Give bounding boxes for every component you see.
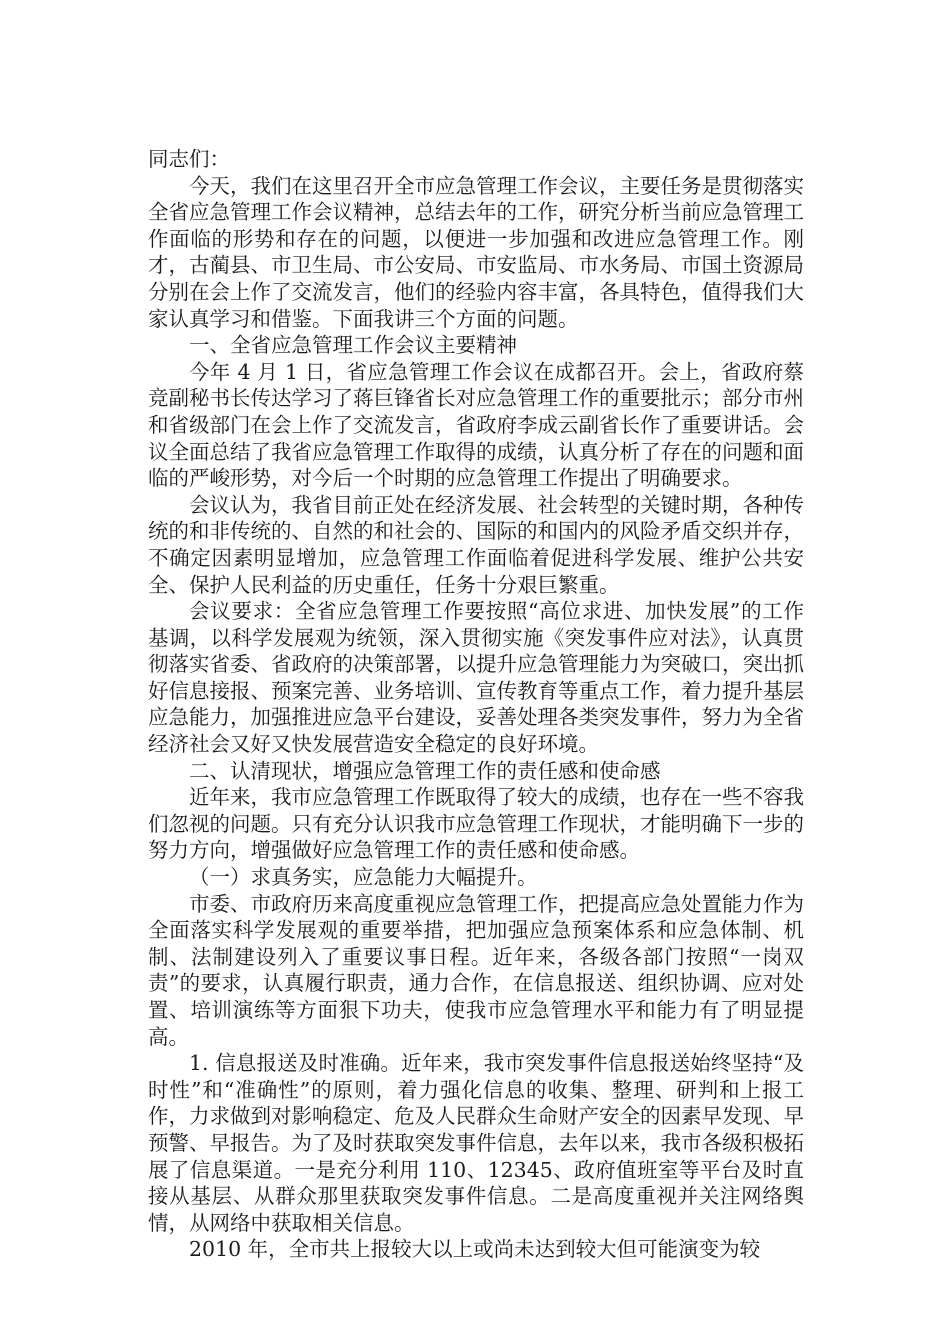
section-heading-2: 二、认清现状，增强应急管理工作的责任感和使命感	[189, 758, 661, 783]
paragraph-city-emphasis: 市委、市政府历来高度重视应急管理工作，把提高应急处置能力作为全面落实科学发展观的重要举措，把加强应急预案体系和应急体制、机制、法制建设列入了重要议事日程。近年来，各级各部门按照“一岗双责”的要求，认真履行职责，通力合作，在信息报送、组织协调、应对处置、培训演练等方面狠下功夫，使我市应急管理水平和能力有了明显提高。	[148, 891, 804, 1049]
paragraph-opening: 今天，我们在这里召开全市应急管理工作会议，主要任务是贯彻落实全省应急管理工作会议精神，总结去年的工作，研究分析当前应急管理工作面临的形势和存在的问题，以便进一步加强和改进应急管理工作。刚才，古蔺县、市卫生局、市公安局、市安监局、市水务局、市国土资源局分别在会上作了交流发言，他们的经验内容丰富，各具特色，值得我们大家认真学习和借鉴。下面我讲三个方面的问题。	[148, 173, 804, 331]
salutation: 同志们：	[148, 147, 230, 171]
paragraph-meeting-requirements: 会议要求：全省应急管理工作要按照“高位求进、加快发展”的工作基调，以科学发展观为统领，深入贯彻实施《突发事件应对法》，认真贯彻落实省委、省政府的决策部署，以提升应急管理能力为突破口，突出抓好信息接报、预案完善、业务培训、宣传教育等重点工作，着力提升基层应急能力，加强推进应急平台建设，妥善处理各类突发事件，努力为全省经济社会又好又快发展营造安全稳定的良好环境。	[148, 599, 804, 757]
section-heading-1: 一、全省应急管理工作会议主要精神	[189, 333, 517, 358]
paragraph-2010-summary: 2010 年，全市共上报较大以上或尚未达到较大但可能演变为较	[189, 1237, 761, 1262]
paragraph-meeting-view: 会议认为，我省目前正处在经济发展、社会转型的关键时期，各种传统的和非传统的、自然的和社会的、国际的和国内的风险矛盾交织并存，不确定因素明显增加，应急管理工作面临着促进科学发展、维护公共安全、保护人民利益的历史重任，任务十分艰巨繁重。	[148, 492, 804, 597]
paragraph-current-status: 近年来，我市应急管理工作既取得了较大的成绩，也存在一些不容我们忽视的问题。只有充分认识我市应急管理工作现状，才能明确下一步的努力方向，增强做好应急管理工作的责任感和使命感。	[148, 785, 804, 863]
subsection-heading-1: （一）求真务实，应急能力大幅提升。	[189, 865, 538, 890]
paragraph-provincial-meeting: 今年 4 月 1 日，省应急管理工作会议在成都召开。会上，省政府蔡竞副秘书长传达学习了蒋巨锋省长对应急管理工作的重要批示；部分市州和省级部门在会上作了交流发言，省政府李成云副省长作了重要讲话。会议全面总结了我省应急管理工作取得的成绩，认真分析了存在的问题和面临的严峻形势，对今后一个时期的应急管理工作提出了明确要求。	[148, 359, 804, 491]
paragraph-information-reporting: 1. 信息报送及时准确。近年来，我市突发事件信息报送始终坚持“及时性”和“准确性”的原则，着力强化信息的收集、整理、研判和上报工作，力求做到对影响稳定、危及人民群众生命财产安全的因素早发现、早预警、早报告。为了及时获取突发事件信息，去年以来，我市各级积极拓展了信息渠道。一是充分利用 110、12345、政府值班室等平台及时直接从基层、从群众那里获取突发事件信息。二是高度重视并关注网络舆情，从网络中获取相关信息。	[148, 1051, 804, 1235]
document-body	[148, 146, 804, 1263]
